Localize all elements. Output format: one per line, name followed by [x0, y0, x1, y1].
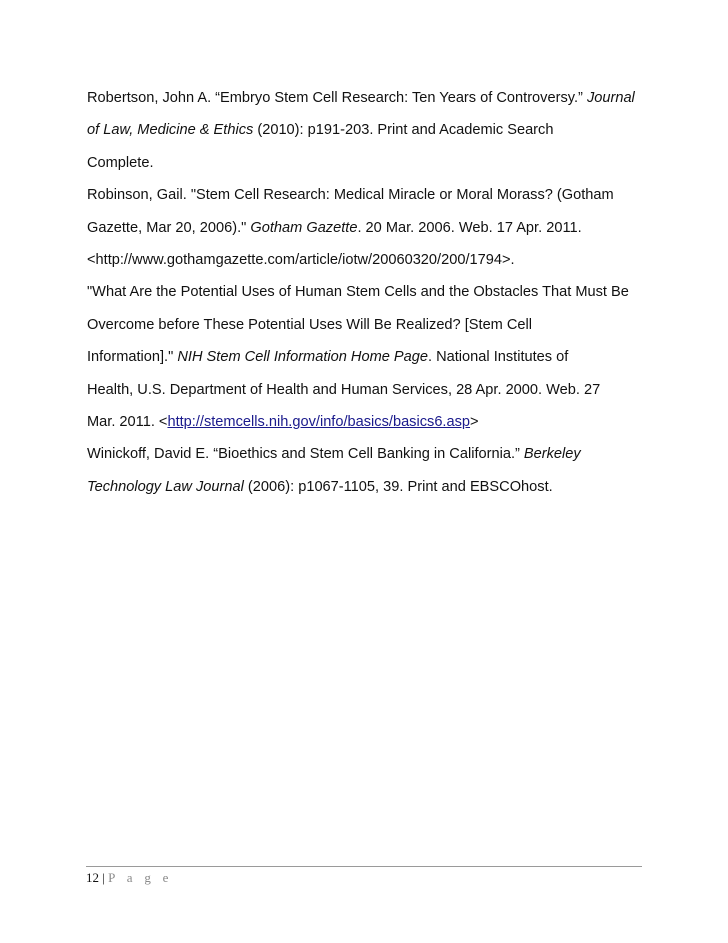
reference-italic-text: NIH Stem Cell Information Home Page: [177, 349, 428, 366]
reference-line: [87, 276, 647, 308]
reference-italic-text: Gotham Gazette: [250, 219, 358, 236]
works-cited-list: [87, 82, 647, 503]
reference-text: (2010): p191-203. Print and Academic Search: [253, 122, 554, 139]
reference-text: >: [470, 414, 479, 431]
reference-italic-text: Berkeley: [523, 446, 581, 463]
page-footer: [86, 870, 173, 886]
reference-text: . National Institutes of: [427, 349, 569, 366]
reference-entry: [87, 179, 647, 276]
footer-separator: |: [102, 870, 105, 885]
reference-text: . 20 Mar. 2006. Web. 17 Apr. 2011.: [357, 219, 582, 236]
reference-line: [87, 438, 647, 470]
reference-text: Complete.: [87, 154, 154, 171]
reference-text: Robinson, Gail. "Stem Cell Research: Medical Miracle or Moral Morass? (Gotham: [87, 187, 614, 204]
page-number: 12: [86, 870, 99, 885]
reference-line: [87, 244, 647, 276]
reference-line: [87, 179, 647, 211]
reference-line: [87, 212, 647, 244]
reference-link[interactable]: http://stemcells.nih.gov/info/basics/basics6.asp: [167, 414, 471, 431]
reference-line: [87, 82, 647, 114]
reference-text: Robertson, John A. “Embryo Stem Cell Research: Ten Years of Controversy.”: [87, 90, 587, 106]
reference-text: Health, U.S. Department of Health and Human Services, 28 Apr. 2000. Web. 27: [87, 381, 601, 398]
reference-line: [87, 114, 647, 146]
reference-text: Information].": [87, 349, 178, 366]
reference-text: "What Are the Potential Uses of Human Stem Cells and the Obstacles That Must Be: [87, 284, 629, 301]
reference-text: Winickoff, David E. “Bioethics and Stem Cell Banking in California.”: [87, 446, 524, 463]
reference-line: [87, 406, 647, 438]
reference-line: [87, 471, 647, 503]
reference-entry: [87, 438, 647, 503]
reference-text: Overcome before These Potential Uses Will Be Realized? [Stem Cell: [87, 316, 533, 333]
reference-entry: [87, 82, 647, 179]
reference-line: [87, 309, 647, 341]
reference-italic-text: Technology Law Journal: [87, 478, 244, 495]
reference-line: [87, 374, 647, 406]
reference-line: [87, 147, 647, 179]
reference-italic-text: Journal: [586, 90, 635, 106]
reference-text: Gazette, Mar 20, 2006).": [87, 219, 251, 236]
reference-text: Mar. 2011. <: [87, 414, 168, 431]
page-label: P a g e: [108, 870, 173, 885]
reference-entry: [87, 276, 647, 438]
reference-italic-text: of Law, Medicine & Ethics: [87, 122, 254, 139]
reference-text: (2006): p1067-1105, 39. Print and EBSCOhost.: [243, 478, 553, 495]
footer-divider: [86, 866, 642, 867]
reference-line: [87, 341, 647, 373]
reference-text: <http://www.gothamgazette.com/article/iotw/20060320/200/1794>.: [87, 252, 515, 269]
